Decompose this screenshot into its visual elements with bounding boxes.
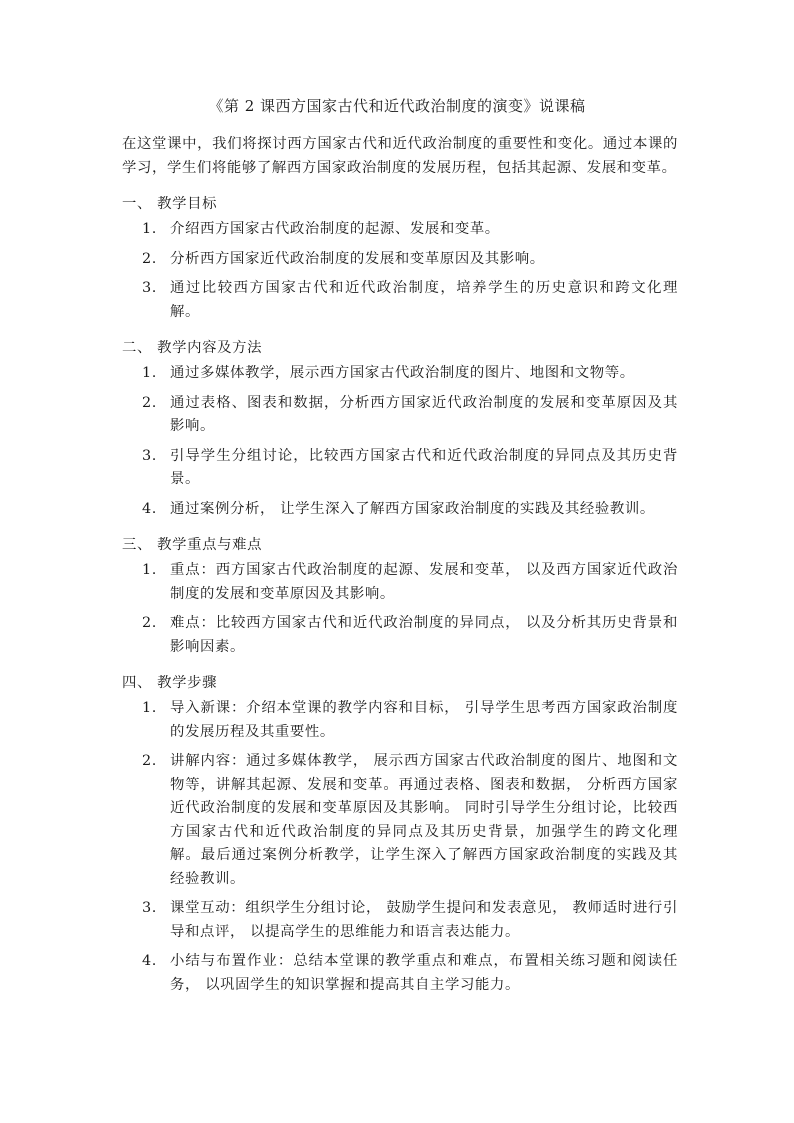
item-text: 难点：比较西方国家古代和近代政治制度的异同点， 以及分析其历史背景和影响因素。 <box>170 615 678 655</box>
item-text: 重点：西方国家古代政治制度的起源、发展和变革， 以及西方国家近代政治制度的发展和变革原因及其影响。 <box>170 562 678 602</box>
item-number: 1. <box>142 700 157 716</box>
item-text: 引导学生分组讨论，比较西方国家古代和近代政治制度的异同点及其历史背景。 <box>170 447 678 487</box>
item-text: 通过多媒体教学，展示西方国家古代政治制度的图片、地图和文物等。 <box>170 365 635 381</box>
list-item <box>122 950 678 997</box>
list-item <box>122 218 678 242</box>
item-number: 3. <box>142 900 157 916</box>
list-item <box>122 559 678 606</box>
section-teaching-steps <box>122 671 678 997</box>
list-item <box>122 445 678 492</box>
item-number: 2. <box>142 250 157 267</box>
item-text: 讲解内容：通过多媒体教学， 展示西方国家古代政治制度的图片、地图和文物等，讲解其起源、发展和变革。再通过表格、图表和数据， 分析西方国家近代政治制度的发展和变革原因及其影响。 同时引导学生分组讨论，比较西方国家古代和近代政治制度的异同点及其历史背景，加强学生的跨文化理解。最后通过案例分析教学，让学生深入了解西方国家政治制度的实践及其经验教训。 <box>170 753 678 887</box>
item-number: 2. <box>142 394 157 411</box>
item-number: 2. <box>142 615 157 631</box>
item-number: 4. <box>142 953 157 969</box>
section-list <box>122 697 678 997</box>
item-number: 3. <box>142 280 157 296</box>
item-number: 3. <box>142 447 157 464</box>
list-item <box>122 498 678 522</box>
item-text: 通过表格、图表和数据，分析西方国家近代政治制度的发展和变革原因及其影响。 <box>170 394 678 434</box>
item-text: 课堂互动：组织学生分组讨论， 鼓励学生提问和发表意见， 教师适时进行引导和点评， 以提高学生的思维能力和语言表达能力。 <box>170 900 678 940</box>
section-list <box>122 362 678 521</box>
section-list <box>122 559 678 659</box>
document-body <box>122 133 678 1009</box>
section-key-points <box>122 533 678 659</box>
list-item <box>122 277 678 324</box>
section-heading: 二、 教学内容及方法 <box>122 340 263 356</box>
item-text: 介绍西方国家古代政治制度的起源、发展和变革。 <box>170 221 500 237</box>
section-content-methods <box>122 336 678 521</box>
item-text: 导入新课：介绍本堂课的教学内容和目标， 引导学生思考西方国家政治制度的发展历程及其重要性。 <box>170 700 678 740</box>
section-objectives <box>122 192 678 324</box>
list-item <box>122 362 678 386</box>
list-item <box>122 612 678 659</box>
list-item <box>122 248 678 272</box>
item-number: 1. <box>142 221 157 237</box>
page-title: 《第 2 课西方国家古代和近代政治制度的演变》说课稿 <box>208 97 586 115</box>
list-item <box>122 750 678 891</box>
section-heading: 一、 教学目标 <box>122 196 218 212</box>
intro-paragraph: 在这堂课中，我们将探讨西方国家古代和近代政治制度的重要性和变化。通过本课的学习，学生们将能够了解西方国家政治制度的发展历程，包括其起源、发展和变革。 <box>122 136 678 176</box>
item-text: 分析西方国家近代政治制度的发展和变革原因及其影响。 <box>170 250 545 267</box>
item-text: 小结与布置作业：总结本堂课的教学重点和难点，布置相关练习题和阅读任务， 以巩固学生的知识掌握和提高其自主学习能力。 <box>170 953 678 993</box>
item-text: 通过比较西方国家古代和近代政治制度，培养学生的历史意识和跨文化理解。 <box>170 280 678 320</box>
item-number: 4. <box>142 500 157 517</box>
item-number: 1. <box>142 365 157 381</box>
list-item <box>122 697 678 744</box>
item-text: 通过案例分析， 让学生深入了解西方国家政治制度的实践及其经验教训。 <box>170 500 655 517</box>
list-item <box>122 897 678 944</box>
item-number: 2. <box>142 753 157 769</box>
section-heading: 四、 教学步骤 <box>122 675 218 691</box>
section-list <box>122 218 678 324</box>
section-heading: 三、 教学重点与难点 <box>122 537 263 553</box>
item-number: 1. <box>142 562 157 578</box>
list-item <box>122 392 678 439</box>
